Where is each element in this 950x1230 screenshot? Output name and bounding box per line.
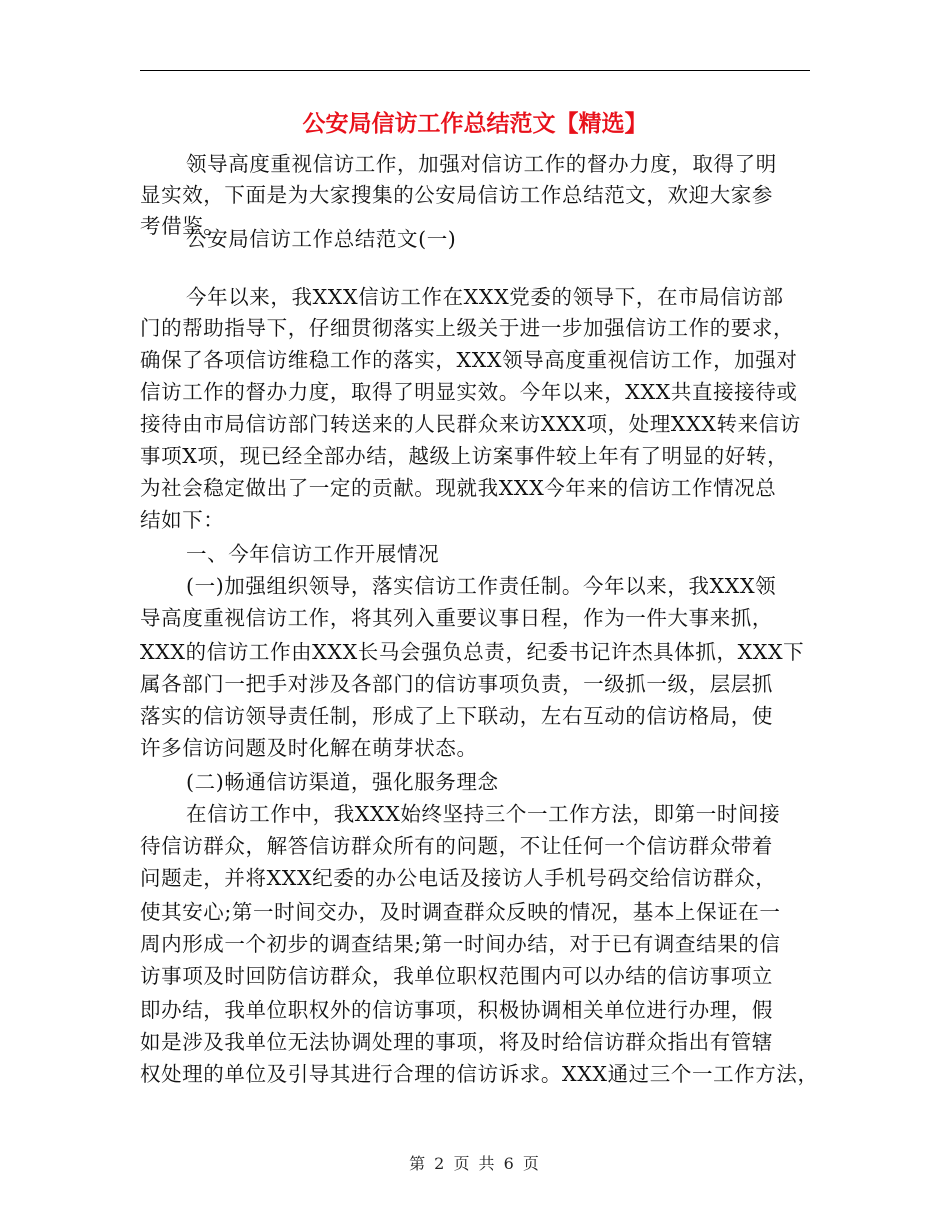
body-line: 问题走，并将XXX纪委的办公电话及接访人手机号码交给信访群众， bbox=[140, 866, 777, 890]
body-line: 门的帮助指导下，仔细贯彻落实上级关于进一步加强信访工作的要求， bbox=[140, 316, 795, 340]
body-line: 属各部门一把手对涉及各部门的信访事项负责，一级抓一级，层层抓 bbox=[140, 672, 773, 696]
body-line: 待信访群众，解答信访群众所有的问题，不让任何一个信访群众带着 bbox=[140, 834, 773, 858]
body-line: 如是涉及我单位无法协调处理的事项，将及时给信访群众指出有管辖 bbox=[140, 1030, 773, 1054]
body-line: 为社会稳定做出了一定的贡献。现就我XXX今年来的信访工作情况总 bbox=[140, 476, 777, 500]
body-line: 考借鉴。 bbox=[140, 214, 225, 238]
body-line: XXX的信访工作由XXX长马会强负总责，纪委书记许杰具体抓，XXX下 bbox=[140, 640, 805, 664]
body-line: 周内形成一个初步的调查结果;第一时间办结，对于已有调查结果的信 bbox=[140, 932, 781, 956]
body-line: 权处理的单位及引导其进行合理的信访诉求。XXX通过三个一工作方法， bbox=[140, 1062, 819, 1086]
body-line: 导高度重视信访工作，将其列入重要议事日程，作为一件大事来抓， bbox=[140, 606, 773, 630]
body-line: 今年以来，我XXX信访工作在XXX党委的领导下，在市局信访部 bbox=[186, 285, 784, 309]
body-line: (一)加强组织领导，落实信访工作责任制。今年以来，我XXX领 bbox=[186, 574, 777, 598]
body-line: 信访工作的督办力度，取得了明显实效。今年以来，XXX共直接接待或 bbox=[140, 380, 798, 404]
body-line: 结如下： bbox=[140, 508, 225, 532]
body-line: 落实的信访领导责任制，形成了上下联动，左右互动的信访格局，使 bbox=[140, 704, 773, 728]
body-line: 显实效，下面是为大家搜集的公安局信访工作总结范文，欢迎大家参 bbox=[140, 183, 773, 207]
body-line: 访事项及时回防信访群众，我单位职权范围内可以办结的信访事项立 bbox=[140, 964, 773, 988]
section-heading: 一、今年信访工作开展情况 bbox=[186, 542, 440, 566]
header-rule bbox=[140, 70, 810, 71]
body-line: 使其安心;第一时间交办，及时调查群众反映的情况，基本上保证在一 bbox=[140, 900, 781, 924]
page-footer: 第 2 页 共 6 页 bbox=[409, 1154, 541, 1173]
body-line: 领导高度重视信访工作，加强对信访工作的督办力度，取得了明 bbox=[186, 152, 777, 176]
section-heading: 公安局信访工作总结范文(一) bbox=[186, 227, 457, 251]
body-line: 许多信访问题及时化解在萌芽状态。 bbox=[140, 736, 478, 760]
document-title: 公安局信访工作总结范文【精选】 bbox=[302, 110, 648, 137]
body-line: 在信访工作中，我XXX始终坚持三个一工作方法，即第一时间接 bbox=[186, 802, 781, 826]
body-line: 事项X项，现已经全部办结，越级上访案事件较上年有了明显的好转， bbox=[140, 444, 789, 468]
body-line: 接待由市局信访部门转送来的人民群众来访XXX项，处理XXX转来信访 bbox=[140, 412, 801, 436]
body-line: 即办结，我单位职权外的信访事项，积极协调相关单位进行办理，假 bbox=[140, 998, 773, 1022]
body-line: 确保了各项信访维稳工作的落实，XXX领导高度重视信访工作，加强对 bbox=[140, 348, 798, 372]
section-heading: (二)畅通信访渠道，强化服务理念 bbox=[186, 770, 499, 794]
